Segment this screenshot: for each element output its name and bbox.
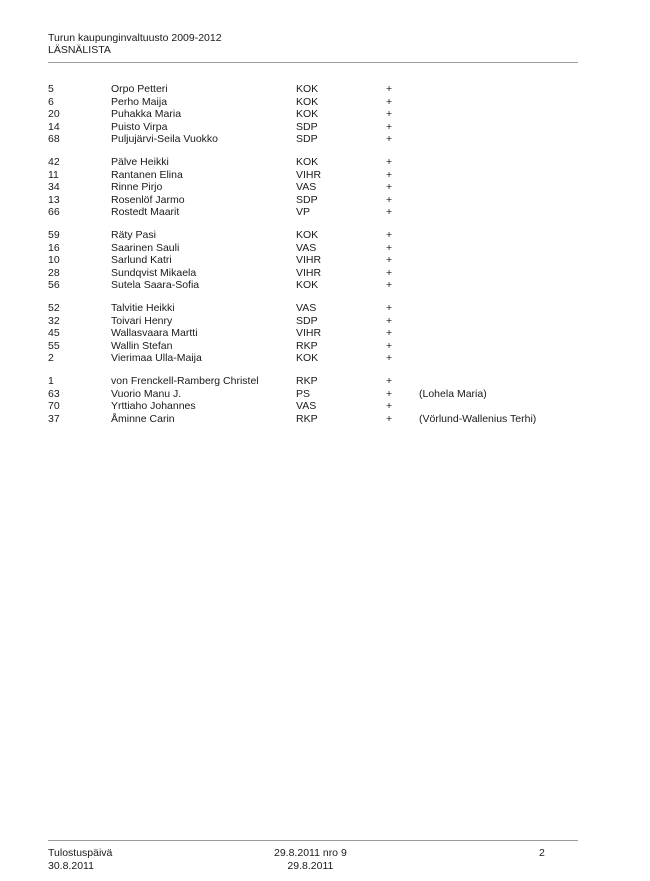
presence-mark: + xyxy=(386,168,393,181)
member-party: VP xyxy=(296,206,311,218)
member-name: Wallasvaara Martti xyxy=(111,327,198,339)
member-name: Saarinen Sauli xyxy=(111,241,180,254)
member-party: KOK xyxy=(296,95,319,108)
presence-mark: + xyxy=(386,120,393,133)
presence-mark: + xyxy=(386,83,393,95)
presence-mark: + xyxy=(386,133,393,145)
attendance-list xyxy=(0,83,650,436)
member-party: VIHR xyxy=(296,254,322,266)
member-number: 11 xyxy=(48,168,59,181)
member-party: SDP xyxy=(296,133,318,145)
presence-mark: + xyxy=(386,327,393,339)
member-party: VAS xyxy=(296,302,317,314)
member-number: 2 xyxy=(48,352,54,364)
member-party: SDP xyxy=(296,120,318,133)
member-party: KOK xyxy=(296,352,319,364)
presence-mark: + xyxy=(386,156,393,168)
presence-mark: + xyxy=(386,314,393,327)
member-name: Vierimaa Ulla-Maija xyxy=(111,352,202,364)
member-number: 59 xyxy=(48,229,60,241)
member-number: 34 xyxy=(48,181,60,193)
member-name: Rantanen Elina xyxy=(111,168,183,181)
attendance-group xyxy=(0,156,650,219)
member-name: Sarlund Katri xyxy=(111,254,172,266)
member-name: Rosenlöf Jarmo xyxy=(111,193,185,206)
member-party: RKP xyxy=(296,339,318,352)
member-party: RKP xyxy=(296,412,318,425)
member-party: RKP xyxy=(296,375,318,387)
member-number: 20 xyxy=(48,108,60,120)
member-name: Puljujärvi-Seila Vuokko xyxy=(111,133,218,145)
member-number: 28 xyxy=(48,266,60,279)
member-name: Perho Maija xyxy=(111,95,168,108)
meeting-info-block xyxy=(274,847,347,872)
attendance-row xyxy=(0,96,650,109)
member-name: Pälve Heikki xyxy=(111,156,169,168)
member-name: Talvitie Heikki xyxy=(111,302,175,314)
attendance-row xyxy=(0,375,650,388)
attendance-row xyxy=(0,340,650,353)
meeting-info-line2: 29.8.2011 xyxy=(287,859,334,872)
attendance-row xyxy=(0,400,650,413)
attendance-row xyxy=(0,388,650,401)
attendance-row xyxy=(0,302,650,315)
member-number: 1 xyxy=(48,375,54,387)
print-date-label: Tulostuspäivä xyxy=(48,847,113,859)
attendance-row xyxy=(0,352,650,365)
footer-divider xyxy=(48,840,578,841)
attendance-row xyxy=(0,156,650,169)
member-name: Orpo Petteri xyxy=(111,83,168,95)
member-number: 56 xyxy=(48,279,60,291)
member-name: Räty Pasi xyxy=(111,229,156,241)
member-party: VIHR xyxy=(296,266,322,279)
member-party: VAS xyxy=(296,241,317,254)
member-party: KOK xyxy=(296,108,319,120)
member-number: 63 xyxy=(48,387,60,400)
attendance-row xyxy=(0,413,650,426)
member-name: Yrttiaho Johannes xyxy=(111,400,196,412)
attendance-row xyxy=(0,169,650,182)
member-name: Rinne Pirjo xyxy=(111,181,163,193)
attendance-row xyxy=(0,315,650,328)
presence-mark: + xyxy=(386,206,393,218)
attendance-row xyxy=(0,327,650,340)
member-number: 42 xyxy=(48,156,60,168)
attendance-row xyxy=(0,83,650,96)
presence-mark: + xyxy=(386,266,393,279)
attendance-row xyxy=(0,279,650,292)
member-number: 66 xyxy=(48,206,60,218)
member-name: Sutela Saara-Sofia xyxy=(111,279,200,291)
presence-mark: + xyxy=(386,181,393,193)
member-number: 45 xyxy=(48,327,60,339)
presence-mark: + xyxy=(386,352,393,364)
member-name: Wallin Stefan xyxy=(111,339,173,352)
member-name: Toivari Henry xyxy=(111,314,173,327)
attendance-row xyxy=(0,133,650,146)
member-party: KOK xyxy=(296,83,319,95)
print-date-block xyxy=(48,847,112,872)
document-title: Turun kaupunginvaltuusto 2009-2012 xyxy=(48,32,222,44)
member-name: Rostedt Maarit xyxy=(111,206,180,218)
presence-mark: + xyxy=(386,400,393,412)
presence-mark: + xyxy=(386,95,393,108)
attendance-row xyxy=(0,242,650,255)
attendance-group xyxy=(0,302,650,365)
header-divider xyxy=(48,62,578,63)
member-name: von Frenckell-Ramberg Christel xyxy=(111,375,259,387)
member-party: KOK xyxy=(296,279,319,291)
document-subtitle: LÄSNÄLISTA xyxy=(48,44,111,56)
presence-mark: + xyxy=(386,375,393,387)
attendance-row xyxy=(0,194,650,207)
member-number: 55 xyxy=(48,339,60,352)
member-name: Åminne Carin xyxy=(111,412,175,425)
presence-mark: + xyxy=(386,229,393,241)
member-number: 14 xyxy=(48,120,60,133)
presence-mark: + xyxy=(386,254,393,266)
member-number: 5 xyxy=(48,83,54,95)
member-party: VAS xyxy=(296,400,317,412)
presence-mark: + xyxy=(386,302,393,314)
attendance-row xyxy=(0,181,650,194)
member-party: KOK xyxy=(296,229,319,241)
presence-mark: + xyxy=(386,339,393,352)
member-number: 32 xyxy=(48,314,60,327)
attendance-group xyxy=(0,375,650,425)
presence-mark: + xyxy=(386,279,393,291)
substitute-note: (Vörlund-Wallenius Terhi) xyxy=(419,412,537,425)
member-party: PS xyxy=(296,387,311,400)
presence-mark: + xyxy=(386,193,393,206)
attendance-row xyxy=(0,206,650,219)
member-party: VIHR xyxy=(296,168,322,181)
member-name: Puisto Virpa xyxy=(111,120,168,133)
substitute-note: (Lohela Maria) xyxy=(419,387,487,400)
member-name: Puhakka Maria xyxy=(111,108,182,120)
member-number: 13 xyxy=(48,193,60,206)
member-number: 6 xyxy=(48,95,54,108)
member-name: Sundqvist Mikaela xyxy=(111,266,197,279)
presence-mark: + xyxy=(386,241,393,254)
attendance-group xyxy=(0,229,650,292)
meeting-info-line1: 29.8.2011 nro 9 xyxy=(274,847,347,859)
page-number: 2 xyxy=(539,847,545,859)
print-date-value: 30.8.2011 xyxy=(48,859,94,872)
member-party: SDP xyxy=(296,314,318,327)
presence-mark: + xyxy=(386,108,393,120)
member-number: 10 xyxy=(48,254,60,266)
attendance-row xyxy=(0,108,650,121)
member-party: VAS xyxy=(296,181,317,193)
attendance-row xyxy=(0,229,650,242)
member-party: SDP xyxy=(296,193,318,206)
attendance-row xyxy=(0,121,650,134)
member-number: 52 xyxy=(48,302,60,314)
presence-mark: + xyxy=(386,412,393,425)
attendance-group xyxy=(0,83,650,146)
member-number: 16 xyxy=(48,241,60,254)
member-party: KOK xyxy=(296,156,319,168)
attendance-row xyxy=(0,267,650,280)
member-number: 68 xyxy=(48,133,60,145)
attendance-row xyxy=(0,254,650,267)
member-name: Vuorio Manu J. xyxy=(111,387,182,400)
document-header xyxy=(48,32,222,56)
presence-mark: + xyxy=(386,387,393,400)
member-party: VIHR xyxy=(296,327,322,339)
member-number: 37 xyxy=(48,412,60,425)
member-number: 70 xyxy=(48,400,60,412)
